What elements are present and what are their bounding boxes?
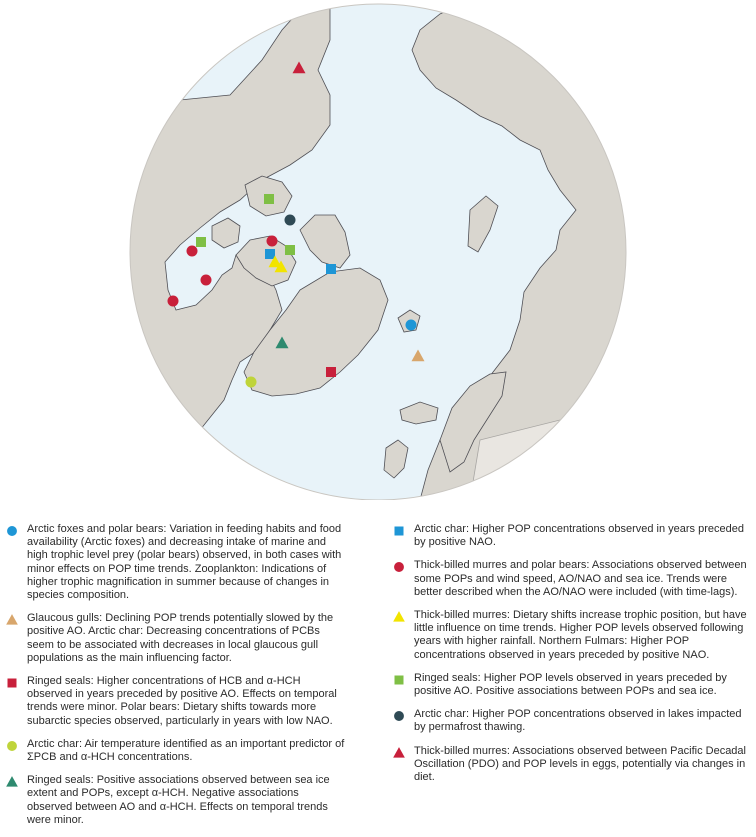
- legend-text: Ringed seals: Higher POP levels observed in years preceded by positive AO. Positive associations between POPs and sea ice.: [414, 671, 727, 698]
- map-marker-circle: [187, 246, 198, 257]
- legend-item: [392, 672, 750, 698]
- legend-text: Ringed seals: Higher concentrations of HCB and α-HCH observed in years preceded by positive AO. Effects on temporal trends were minor. Polar bears: Dietary shifts towards more subarctic species observed, particularly in years with low NAO.: [27, 675, 337, 727]
- legend-square-icon: [5, 676, 27, 690]
- legend-text: Thick-billed murres: Associations observed between Pacific Decadal Oscillation (PDO) and POP levels in eggs, potentially via changes in diet.: [414, 744, 746, 784]
- legend-text: Glaucous gulls: Declining POP trends potentially slowed by the positive AO. Arctic char: Decreasing concentrations of PCBs seem to be associated with decreases in local glaucous gull populations as the main influencing factor.: [27, 612, 334, 664]
- legend-square-icon: [392, 524, 414, 538]
- legend-text: Ringed seals: Positive associations observed between sea ice extent and POPs, except α-HCH. Negative associations observed between AO and α-HCH. Effects on temporal trends were minor.: [27, 774, 330, 826]
- legend-item: [392, 708, 750, 734]
- map-marker-circle: [168, 296, 179, 307]
- russia-outside-region: [620, 0, 756, 260]
- map-marker-square: [285, 245, 295, 255]
- map-marker-square: [264, 194, 274, 204]
- legend-item: [392, 523, 750, 549]
- legend-item: [5, 738, 345, 764]
- map-marker-circle: [285, 215, 296, 226]
- map-marker-square: [326, 264, 336, 274]
- legend-text: Arctic char: Higher POP concentrations observed in years preceded by positive NAO.: [414, 523, 744, 549]
- legend-left-column: [5, 523, 345, 837]
- legend-item: [392, 745, 750, 785]
- legend-circle-icon: [392, 709, 414, 723]
- legend-item: [5, 612, 345, 665]
- legend-circle-icon: [392, 560, 414, 574]
- map-marker-square: [326, 367, 336, 377]
- legend-item: [392, 559, 750, 599]
- legend-circle-icon: [5, 524, 27, 538]
- legend-triangle-icon: [392, 746, 414, 760]
- legend-text: Thick-billed murres: Dietary shifts increase trophic position, but have little influence on time trends. Higher POP levels observed following years with higher rainfall. Northern Fulmars: Higher POP concentrations observed in years preceded by positive NAO.: [414, 609, 747, 661]
- map-marker-square: [265, 249, 275, 259]
- legend-triangle-icon: [392, 610, 414, 624]
- legend-triangle-icon: [5, 613, 27, 627]
- legend-item: [5, 675, 345, 728]
- map-marker-circle: [406, 320, 417, 331]
- legend-text: Arctic char: Higher POP concentrations observed in lakes impacted by permafrost thawing.: [414, 708, 742, 734]
- legend-square-icon: [392, 673, 414, 687]
- legend-item: [392, 609, 750, 662]
- legend-right-column: [392, 523, 750, 794]
- legend-text: Arctic foxes and polar bears: Variation in feeding habits and food availability (Arctic foxes) and decreasing intake of marine and high trophic level prey (polar bears) observed, in both cases with minor effects on POP time trends. Zooplankton: Indications of higher trophic magnification in summer because of changes in species composition.: [27, 523, 342, 602]
- legend-text: Thick-billed murres and polar bears: Associations observed between some POPs and wind speed, AO/NAO and sea ice. Trends were better described when the AO/NAO were included (with time-lags).: [414, 559, 747, 598]
- map-marker-circle: [201, 275, 212, 286]
- map-marker-circle: [246, 377, 257, 388]
- legend-text: Arctic char: Air temperature identified as an important predictor of ΣPCB and α-HCH concentrations.: [27, 737, 345, 764]
- map-marker-square: [196, 237, 206, 247]
- legend-circle-icon: [5, 739, 27, 753]
- legend-item: [5, 523, 345, 602]
- legend-triangle-icon: [5, 775, 27, 789]
- legend-item: [5, 774, 345, 827]
- map-marker-circle: [267, 236, 278, 247]
